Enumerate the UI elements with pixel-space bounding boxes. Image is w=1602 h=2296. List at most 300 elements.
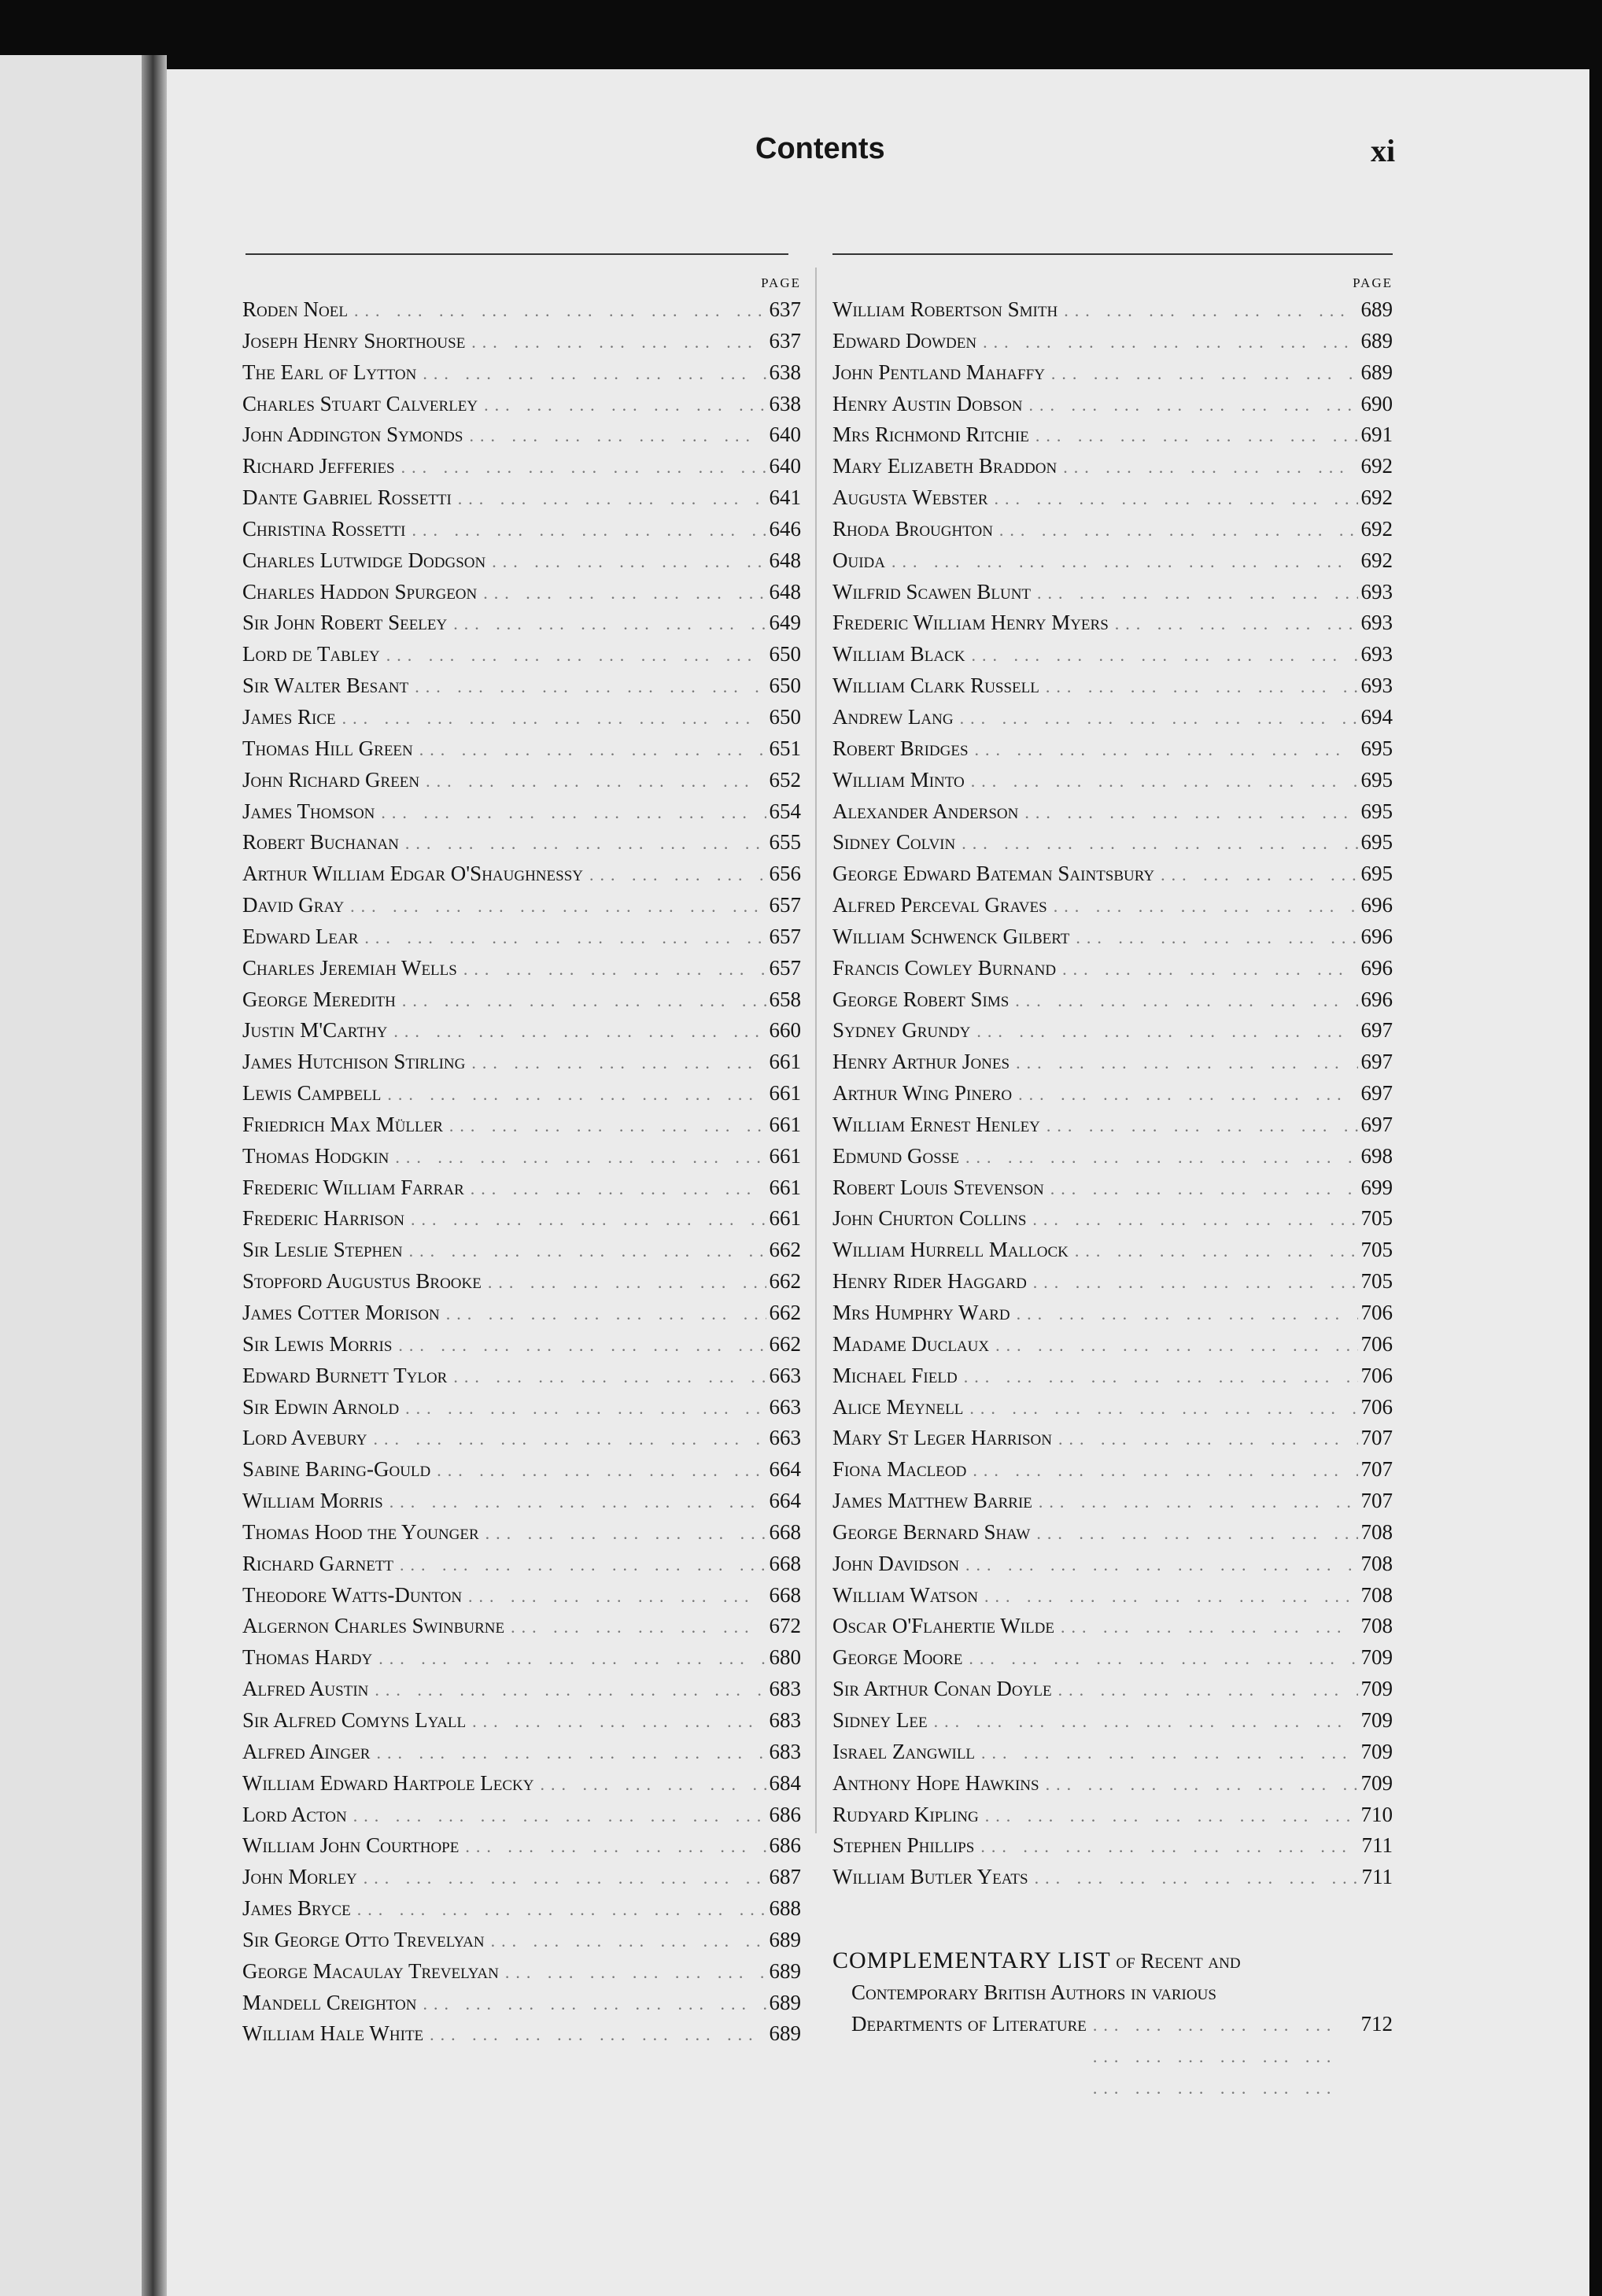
leader-dots xyxy=(370,1743,766,1763)
leader-dots xyxy=(965,771,1358,792)
contents-entry xyxy=(832,642,1393,674)
page-ref: 648 xyxy=(769,579,801,604)
page-ref: 668 xyxy=(769,1519,801,1544)
contents-entry xyxy=(242,799,801,831)
contents-entry xyxy=(242,1896,801,1928)
contents-entry xyxy=(242,423,801,454)
page-ref: 683 xyxy=(769,1739,801,1763)
leader-dots xyxy=(978,1586,1358,1607)
page-ref: 695 xyxy=(1360,830,1393,855)
page-ref: 708 xyxy=(1360,1582,1393,1607)
page-ref: 695 xyxy=(1360,799,1393,823)
contents-entry xyxy=(242,1206,801,1238)
author-name: Sidney Colvin xyxy=(832,830,956,855)
contents-entry xyxy=(832,1176,1393,1207)
author-name: Sir Arthur Conan Doyle xyxy=(832,1677,1052,1701)
contents-entry xyxy=(242,642,801,674)
contents-entry xyxy=(242,1176,801,1207)
contents-entry xyxy=(832,1395,1393,1427)
author-name: William Black xyxy=(832,642,965,666)
author-name: James Bryce xyxy=(242,1896,351,1921)
page-ref: 662 xyxy=(769,1269,801,1294)
contents-entry xyxy=(242,517,801,548)
author-name: John Pentland Mahaffy xyxy=(832,360,1045,384)
leader-dots xyxy=(962,1648,1358,1669)
leader-dots xyxy=(974,1836,1358,1857)
contents-entry xyxy=(242,297,801,329)
page-ref: 689 xyxy=(769,2021,801,2046)
contents-list-left xyxy=(242,297,801,2053)
author-name: Frederic William Farrar xyxy=(242,1175,464,1199)
leader-dots xyxy=(347,1806,766,1826)
author-name: Thomas Hardy xyxy=(242,1645,373,1670)
leader-dots xyxy=(885,552,1358,572)
contents-entry xyxy=(242,1364,801,1395)
leader-dots xyxy=(1109,614,1358,634)
contents-entry xyxy=(832,1457,1393,1489)
page-ref: 668 xyxy=(769,1551,801,1575)
author-name: William Ernest Henley xyxy=(832,1112,1040,1136)
facing-page-edge xyxy=(0,55,149,2296)
contents-entry xyxy=(242,1614,801,1645)
author-name: Theodore Watts-Dunton xyxy=(242,1582,463,1607)
contents-entry xyxy=(832,392,1393,423)
contents-entry xyxy=(242,1677,801,1708)
leader-dots xyxy=(928,1711,1358,1732)
leader-dots xyxy=(1054,1617,1358,1637)
page-ref: 695 xyxy=(1360,767,1393,792)
author-name: Anthony Hope Hawkins xyxy=(832,1770,1039,1795)
contents-entry xyxy=(242,1645,801,1677)
author-name: Robert Louis Stevenson xyxy=(832,1175,1044,1199)
leader-dots xyxy=(358,928,766,948)
author-name: Justin M'Carthy xyxy=(242,1018,388,1043)
page-ref: 692 xyxy=(1360,548,1393,572)
leader-dots xyxy=(404,1209,766,1230)
contents-entry xyxy=(832,1364,1393,1395)
contents-entry xyxy=(832,987,1393,1019)
page-ref: 710 xyxy=(1360,1802,1393,1826)
page-ref: 661 xyxy=(769,1143,801,1168)
page-ref: 711 xyxy=(1361,1865,1393,1889)
contents-entry xyxy=(242,830,801,862)
contents-entry xyxy=(832,1144,1393,1176)
page-ref: 655 xyxy=(769,830,801,855)
leader-dots xyxy=(344,896,766,917)
page-ref: 686 xyxy=(769,1802,801,1826)
page-title: Contents xyxy=(755,132,885,165)
contents-entry xyxy=(242,1457,801,1489)
contents-entry xyxy=(832,1332,1393,1364)
contents-entry xyxy=(242,1113,801,1144)
author-name: Robert Buchanan xyxy=(242,830,399,855)
leader-dots xyxy=(440,1304,766,1324)
page-ref: 689 xyxy=(769,1958,801,1983)
contents-entry xyxy=(242,1991,801,2022)
page-ref: 687 xyxy=(769,1865,801,1889)
page-ref: 662 xyxy=(769,1331,801,1356)
page-ref: 697 xyxy=(1360,1018,1393,1043)
author-name: Rudyard Kipling xyxy=(832,1802,979,1826)
leader-dots xyxy=(1029,426,1358,446)
author-name: George Bernard Shaw xyxy=(832,1519,1031,1544)
page-ref: 707 xyxy=(1360,1426,1393,1450)
author-name: Thomas Hood the Younger xyxy=(242,1519,479,1544)
page-ref: 692 xyxy=(1360,485,1393,510)
page-ref: 705 xyxy=(1360,1206,1393,1231)
page-ref: 696 xyxy=(1360,893,1393,917)
contents-entry xyxy=(832,1018,1393,1050)
leader-dots xyxy=(408,677,766,697)
contents-entry xyxy=(242,1708,801,1740)
page-ref: 693 xyxy=(1360,579,1393,604)
page-ref: 693 xyxy=(1360,642,1393,666)
page-ref: 709 xyxy=(1360,1770,1393,1795)
page-ref: 660 xyxy=(769,1018,801,1043)
leader-dots xyxy=(479,1523,766,1544)
author-name: Mary St Leger Harrison xyxy=(832,1426,1052,1450)
leader-dots xyxy=(959,1555,1358,1575)
page-ref: 706 xyxy=(1360,1363,1393,1387)
leader-dots xyxy=(966,1460,1358,1481)
page-ref: 640 xyxy=(769,454,801,478)
contents-entry xyxy=(832,1833,1393,1865)
page-ref: 708 xyxy=(1360,1614,1393,1638)
page-ref: 650 xyxy=(769,642,801,666)
author-name: Thomas Hill Green xyxy=(242,736,413,760)
contents-entry xyxy=(832,1520,1393,1552)
author-name: Sir Alfred Comyns Lyall xyxy=(242,1707,467,1732)
contents-entry xyxy=(242,987,801,1019)
page-ref: 689 xyxy=(769,1927,801,1951)
contents-entry xyxy=(242,580,801,611)
contents-entry xyxy=(242,1865,801,1896)
contents-column-left xyxy=(242,275,801,2053)
leader-dots xyxy=(1031,583,1358,604)
author-name: Lord Avebury xyxy=(242,1426,367,1450)
contents-entry xyxy=(242,956,801,987)
contents-entry xyxy=(832,360,1393,392)
author-name: George Meredith xyxy=(242,987,396,1011)
leader-dots xyxy=(459,1836,766,1857)
author-name: Wilfrid Scawen Blunt xyxy=(832,579,1032,604)
contents-entry xyxy=(832,580,1393,611)
contents-entry xyxy=(832,423,1393,454)
author-name: John Churton Collins xyxy=(832,1206,1027,1231)
contents-entry xyxy=(832,925,1393,956)
leader-dots xyxy=(452,489,766,509)
page-ref: 709 xyxy=(1360,1739,1393,1763)
page-ref: 686 xyxy=(769,1833,801,1858)
contents-entry xyxy=(832,768,1393,799)
author-name: Arthur Wing Pinero xyxy=(832,1081,1013,1106)
contents-entry xyxy=(242,1332,801,1364)
page-ref: 637 xyxy=(769,328,801,353)
page-ref: 688 xyxy=(769,1896,801,1921)
page-ref: 661 xyxy=(769,1081,801,1106)
contents-entry xyxy=(242,1803,801,1834)
leader-dots xyxy=(1018,803,1358,823)
leader-dots xyxy=(396,991,766,1011)
contents-entry xyxy=(242,674,801,705)
page-ref: 661 xyxy=(769,1050,801,1074)
contents-entry xyxy=(242,329,801,360)
book-spine xyxy=(142,55,167,2296)
page-ref: 705 xyxy=(1360,1238,1393,1262)
author-name: Thomas Hodgkin xyxy=(242,1143,389,1168)
page-ref: 657 xyxy=(769,955,801,980)
page-ref: 661 xyxy=(769,1112,801,1136)
author-name: William John Courthope xyxy=(242,1833,460,1858)
complementary-title: COMPLEMENTARY LIST xyxy=(832,1947,1111,1973)
page-ref: 705 xyxy=(1360,1269,1393,1294)
author-name: John Davidson xyxy=(832,1551,959,1575)
page-ref: 650 xyxy=(769,674,801,698)
leader-dots xyxy=(1058,301,1358,321)
leader-dots xyxy=(372,1648,766,1669)
leader-dots xyxy=(367,1429,766,1449)
leader-dots xyxy=(466,1711,766,1732)
contents-entry xyxy=(832,1301,1393,1332)
author-name: Dante Gabriel Rossetti xyxy=(242,485,452,510)
author-name: Fiona Macleod xyxy=(832,1457,967,1482)
leader-dots xyxy=(387,1021,766,1042)
contents-entry xyxy=(242,548,801,580)
author-name: Charles Haddon Spurgeon xyxy=(242,579,478,604)
leader-dots xyxy=(1030,1523,1358,1544)
page-ref: 641 xyxy=(769,485,801,510)
contents-entry xyxy=(832,799,1393,831)
leader-dots xyxy=(413,740,766,760)
leader-dots xyxy=(955,833,1358,854)
author-name: Lord Acton xyxy=(242,1802,347,1826)
leader-dots xyxy=(1039,1774,1358,1795)
author-name: Michael Field xyxy=(832,1363,958,1387)
contents-entry xyxy=(832,1583,1393,1615)
author-name: Augusta Webster xyxy=(832,485,988,510)
complementary-line-2: Contemporary British Authors in various xyxy=(851,1980,1216,2004)
author-name: Mandell Creighton xyxy=(242,1990,417,2014)
contents-entry xyxy=(242,1395,801,1427)
author-name: Sir Walter Besant xyxy=(242,674,409,698)
page-ref: 684 xyxy=(769,1770,801,1795)
author-name: George Robert Sims xyxy=(832,987,1010,1011)
page-ref: 697 xyxy=(1360,1081,1393,1106)
leader-dots xyxy=(1032,1492,1358,1512)
page-ref: 689 xyxy=(769,1990,801,2014)
author-name: Sydney Grundy xyxy=(832,1018,971,1043)
page-ref: 691 xyxy=(1360,423,1393,447)
contents-entry xyxy=(242,1081,801,1113)
leader-dots xyxy=(443,1116,766,1136)
page-ref: 661 xyxy=(769,1206,801,1231)
page-number: xi xyxy=(1371,133,1396,168)
contents-entry xyxy=(242,1552,801,1583)
page-ref: 661 xyxy=(769,1175,801,1199)
contents-list-right xyxy=(832,297,1393,1896)
page-ref: 695 xyxy=(1360,862,1393,886)
author-name: Edmund Gosse xyxy=(832,1143,959,1168)
leader-dots xyxy=(1087,2010,1358,2104)
contents-entry xyxy=(242,1269,801,1301)
page-ref: 672 xyxy=(769,1614,801,1638)
contents-entry xyxy=(242,611,801,642)
leader-dots xyxy=(1039,677,1358,697)
page-ref: 663 xyxy=(769,1426,801,1450)
author-name: Alfred Ainger xyxy=(242,1739,371,1763)
contents-entry xyxy=(242,893,801,925)
leader-dots xyxy=(583,865,766,885)
page-ref: 663 xyxy=(769,1394,801,1419)
contents-entry xyxy=(832,1426,1393,1457)
leader-dots xyxy=(1010,1304,1358,1324)
author-name: Joseph Henry Shorthouse xyxy=(242,328,466,353)
leader-dots xyxy=(954,708,1358,729)
leader-dots xyxy=(348,301,766,321)
contents-column-right xyxy=(832,275,1393,1896)
page-ref: 697 xyxy=(1360,1050,1393,1074)
contents-entry xyxy=(832,329,1393,360)
page-ref: 696 xyxy=(1360,924,1393,948)
leader-dots xyxy=(993,520,1358,541)
contents-entry xyxy=(832,1081,1393,1113)
page-ref: 664 xyxy=(769,1457,801,1482)
author-name: Israel Zangwill xyxy=(832,1739,976,1763)
author-name: Alice Meynell xyxy=(832,1394,964,1419)
page-ref: 638 xyxy=(769,360,801,384)
page-ref: 689 xyxy=(1360,328,1393,353)
contents-entry xyxy=(832,1677,1393,1708)
author-name: Charles Lutwidge Dodgson xyxy=(242,548,486,572)
contents-entry xyxy=(832,1552,1393,1583)
author-name: Mary Elizabeth Braddon xyxy=(832,454,1058,478)
contents-entry xyxy=(832,611,1393,642)
page-ref: 698 xyxy=(1360,1143,1393,1168)
author-name: Sir Edwin Arnold xyxy=(242,1394,400,1419)
page-column-label: PAGE xyxy=(761,275,801,290)
author-name: Henry Arthur Jones xyxy=(832,1050,1010,1074)
complementary-list-entry xyxy=(832,1945,1393,2104)
leader-dots xyxy=(465,332,766,353)
leader-dots xyxy=(351,1899,766,1920)
page-ref: 646 xyxy=(769,516,801,541)
leader-dots xyxy=(1052,1680,1358,1700)
author-name: Friedrich Max Müller xyxy=(242,1112,443,1136)
author-name: William Butler Yeats xyxy=(832,1865,1028,1889)
author-name: William Watson xyxy=(832,1582,978,1607)
leader-dots xyxy=(357,1868,766,1888)
page-ref: 651 xyxy=(769,736,801,760)
page-ref: 692 xyxy=(1360,454,1393,478)
page-ref: 696 xyxy=(1360,987,1393,1011)
contents-entry xyxy=(832,862,1393,893)
contents-entry xyxy=(832,1645,1393,1677)
author-name: Arthur William Edgar O'Shaughnessy xyxy=(242,862,583,886)
leader-dots xyxy=(959,1147,1358,1168)
contents-entry xyxy=(832,1771,1393,1803)
leader-dots xyxy=(499,1962,766,1983)
contents-entry xyxy=(242,768,801,799)
contents-entry xyxy=(242,705,801,736)
page-ref: 709 xyxy=(1360,1645,1393,1670)
author-name: Edward Dowden xyxy=(832,328,977,353)
leader-dots xyxy=(423,2025,766,2045)
page-ref: 693 xyxy=(1360,674,1393,698)
page-ref: 708 xyxy=(1360,1519,1393,1544)
leader-dots xyxy=(1047,896,1358,917)
leader-dots xyxy=(463,426,766,446)
leader-dots xyxy=(1012,1084,1358,1105)
page-ref: 683 xyxy=(769,1677,801,1701)
leader-dots xyxy=(403,1241,766,1261)
leader-dots xyxy=(1040,1116,1358,1136)
page-ref: 662 xyxy=(769,1238,801,1262)
leader-dots xyxy=(1010,1053,1358,1073)
author-name: Sir Lewis Morris xyxy=(242,1331,393,1356)
leader-dots xyxy=(417,1994,766,2014)
leader-dots xyxy=(482,1272,766,1293)
leader-dots xyxy=(1009,991,1358,1011)
contents-entry xyxy=(242,1833,801,1865)
complementary-line-3: Departments of Literature xyxy=(851,2012,1087,2036)
header-rule-left xyxy=(245,253,788,255)
author-name: Andrew Lang xyxy=(832,704,954,729)
leader-dots xyxy=(1056,959,1358,980)
leader-dots xyxy=(963,1398,1358,1419)
author-name: James Hutchison Stirling xyxy=(242,1050,466,1074)
author-name: Henry Austin Dobson xyxy=(832,391,1023,415)
contents-entry xyxy=(242,392,801,423)
author-name: Sir John Robert Seeley xyxy=(242,611,448,635)
leader-dots xyxy=(447,1367,766,1387)
author-name: William Robertson Smith xyxy=(832,297,1058,321)
contents-entry xyxy=(832,736,1393,768)
contents-entry xyxy=(832,956,1393,987)
leader-dots xyxy=(1057,457,1358,478)
page-ref: 654 xyxy=(769,799,801,823)
leader-dots xyxy=(976,332,1358,353)
author-name: James Cotter Morison xyxy=(242,1301,440,1324)
contents-entry xyxy=(832,1708,1393,1740)
contents-entry xyxy=(242,2021,801,2053)
page-ref: 693 xyxy=(1360,611,1393,635)
leader-dots xyxy=(979,1806,1358,1826)
author-name: Frederic Harrison xyxy=(242,1206,404,1231)
page-ref: 707 xyxy=(1360,1457,1393,1482)
leader-dots xyxy=(504,1617,766,1637)
page-ref: 663 xyxy=(769,1363,801,1387)
contents-entry xyxy=(242,1959,801,1991)
contents-entry xyxy=(832,1740,1393,1771)
leader-dots xyxy=(477,583,766,604)
page-ref: 649 xyxy=(769,611,801,635)
author-name: William Schwenck Gilbert xyxy=(832,924,1070,948)
page-ref: 694 xyxy=(1360,704,1393,729)
author-name: John Morley xyxy=(242,1865,357,1889)
leader-dots xyxy=(989,1335,1358,1356)
author-name: Algernon Charles Swinburne xyxy=(242,1614,505,1638)
author-name: James Matthew Barrie xyxy=(832,1489,1032,1513)
page-ref: 706 xyxy=(1360,1394,1393,1419)
page-ref: 656 xyxy=(769,862,801,886)
leader-dots xyxy=(457,959,766,980)
leader-dots xyxy=(399,1398,766,1419)
leader-dots xyxy=(1052,1429,1358,1449)
contents-entry xyxy=(832,1206,1393,1238)
leader-dots xyxy=(462,1586,766,1607)
contents-entry xyxy=(242,736,801,768)
contents-entry xyxy=(242,1583,801,1615)
